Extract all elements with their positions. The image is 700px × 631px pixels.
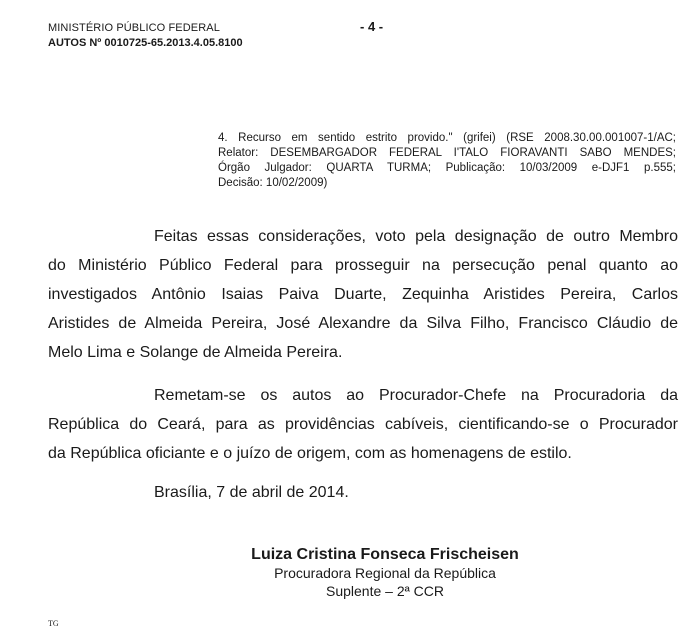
- paragraph-line: Feitas essas considerações, voto pela designação de outro Membro: [154, 228, 678, 245]
- paragraph-line: Aristides de Almeida Pereira, José Alexandre da Silva Filho, Francisco Cláudio de: [48, 315, 678, 332]
- page-number: - 4 -: [360, 19, 384, 34]
- signatory-position: Suplente – 2ª CCR: [325, 583, 445, 599]
- signatory-name: Luiza Cristina Fonseca Frischeisen: [251, 546, 519, 563]
- header-case-number: AUTOS Nº 0010725-65.2013.4.05.8100: [48, 37, 243, 49]
- quote-line: Relator: DESEMBARGADOR FEDERAL I'TALO FIORAVANTI SABO MENDES;: [218, 147, 676, 159]
- signatory-role: Procuradora Regional da República: [274, 565, 496, 581]
- paragraph-line: investigados Antônio Isaias Paiva Duarte, Zequinha Aristides Pereira, Carlos: [48, 286, 678, 303]
- paragraph-line: Melo Lima e Solange de Almeida Pereira.: [48, 344, 343, 361]
- jurisprudence-quote: [218, 131, 676, 191]
- place-date: Brasília, 7 de abril de 2014.: [154, 484, 349, 501]
- typist-initials: TG: [48, 619, 59, 628]
- paragraph-line: do Ministério Público Federal para prosseguir na persecução penal quanto ao: [48, 257, 678, 274]
- quote-line: Decisão: 10/02/2009): [218, 177, 328, 189]
- paragraph-vote: [48, 222, 678, 367]
- paragraph-referral: [48, 381, 678, 468]
- paragraph-line: República do Ceará, para as providências cabíveis, cientificando-se o Procurador: [48, 416, 678, 433]
- header-organization: MINISTÉRIO PÚBLICO FEDERAL: [48, 22, 220, 34]
- paragraph-line: da República oficiante e o juízo de origem, com as homenagens de estilo.: [48, 445, 572, 462]
- quote-line: 4. Recurso em sentido estrito provido." (grifei) (RSE 2008.30.00.001007-1/AC;: [218, 132, 676, 144]
- quote-line: Órgão Julgador: QUARTA TURMA; Publicação: 10/03/2009 e-DJF1 p.555;: [218, 162, 676, 174]
- paragraph-line: Remetam-se os autos ao Procurador-Chefe na Procuradoria da: [154, 387, 678, 404]
